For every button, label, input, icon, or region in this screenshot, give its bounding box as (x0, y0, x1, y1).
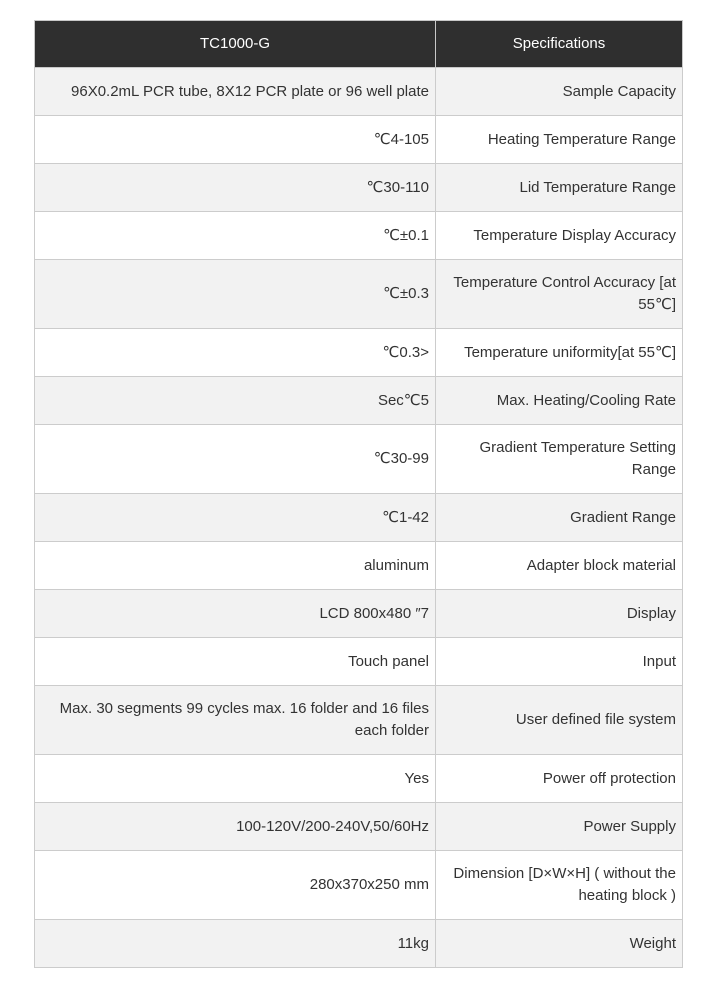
spec-label: Display (436, 590, 683, 638)
table-row (35, 329, 683, 377)
table-row (35, 638, 683, 686)
spec-value: Sec℃5 (35, 377, 436, 425)
header-model: TC1000-G (35, 21, 436, 68)
table-row (35, 686, 683, 755)
spec-label: Dimension [D×W×H] ( without the heating block ) (436, 851, 683, 920)
spec-value: Yes (35, 755, 436, 803)
spec-value: 96X0.2mL PCR tube, 8X12 PCR plate or 96 well plate (35, 68, 436, 116)
spec-label: Power off protection (436, 755, 683, 803)
spec-value: ℃4-105 (35, 116, 436, 164)
spec-value: ℃±0.1 (35, 212, 436, 260)
spec-value: aluminum (35, 542, 436, 590)
spec-label: Temperature Display Accuracy (436, 212, 683, 260)
spec-label: User defined file system (436, 686, 683, 755)
spec-value: Max. 30 segments 99 cycles max. 16 folder and 16 files each folder (35, 686, 436, 755)
table-row (35, 116, 683, 164)
spec-value: ℃30-110 (35, 164, 436, 212)
spec-label: Power Supply (436, 803, 683, 851)
table-row (35, 755, 683, 803)
spec-value: LCD 800x480 ″7 (35, 590, 436, 638)
spec-label: Max. Heating/Cooling Rate (436, 377, 683, 425)
table-row (35, 920, 683, 968)
table-row (35, 494, 683, 542)
table-row (35, 590, 683, 638)
spec-table (34, 20, 683, 968)
spec-label: Sample Capacity (436, 68, 683, 116)
spec-label: Gradient Range (436, 494, 683, 542)
spec-label: Temperature Control Accuracy [at 55℃] (436, 260, 683, 329)
table-row (35, 377, 683, 425)
spec-value: 280x370x250 mm (35, 851, 436, 920)
table-row (35, 68, 683, 116)
table-row (35, 212, 683, 260)
spec-label: Heating Temperature Range (436, 116, 683, 164)
spec-value: ℃1-42 (35, 494, 436, 542)
spec-value: 11kg (35, 920, 436, 968)
table-row (35, 803, 683, 851)
spec-label: Lid Temperature Range (436, 164, 683, 212)
spec-label: Temperature uniformity[at 55℃] (436, 329, 683, 377)
table-row (35, 260, 683, 329)
spec-label: Gradient Temperature Setting Range (436, 425, 683, 494)
header-specifications: Specifications (436, 21, 683, 68)
table-row (35, 542, 683, 590)
table-header-row (35, 21, 683, 68)
spec-value: 100-120V/200-240V,50/60Hz (35, 803, 436, 851)
spec-label: Adapter block material (436, 542, 683, 590)
spec-label: Input (436, 638, 683, 686)
spec-label: Weight (436, 920, 683, 968)
table-row (35, 164, 683, 212)
spec-value: ℃0.3> (35, 329, 436, 377)
spec-value: ℃±0.3 (35, 260, 436, 329)
spec-value: ℃30-99 (35, 425, 436, 494)
table-row (35, 851, 683, 920)
table-row (35, 425, 683, 494)
spec-value: Touch panel (35, 638, 436, 686)
